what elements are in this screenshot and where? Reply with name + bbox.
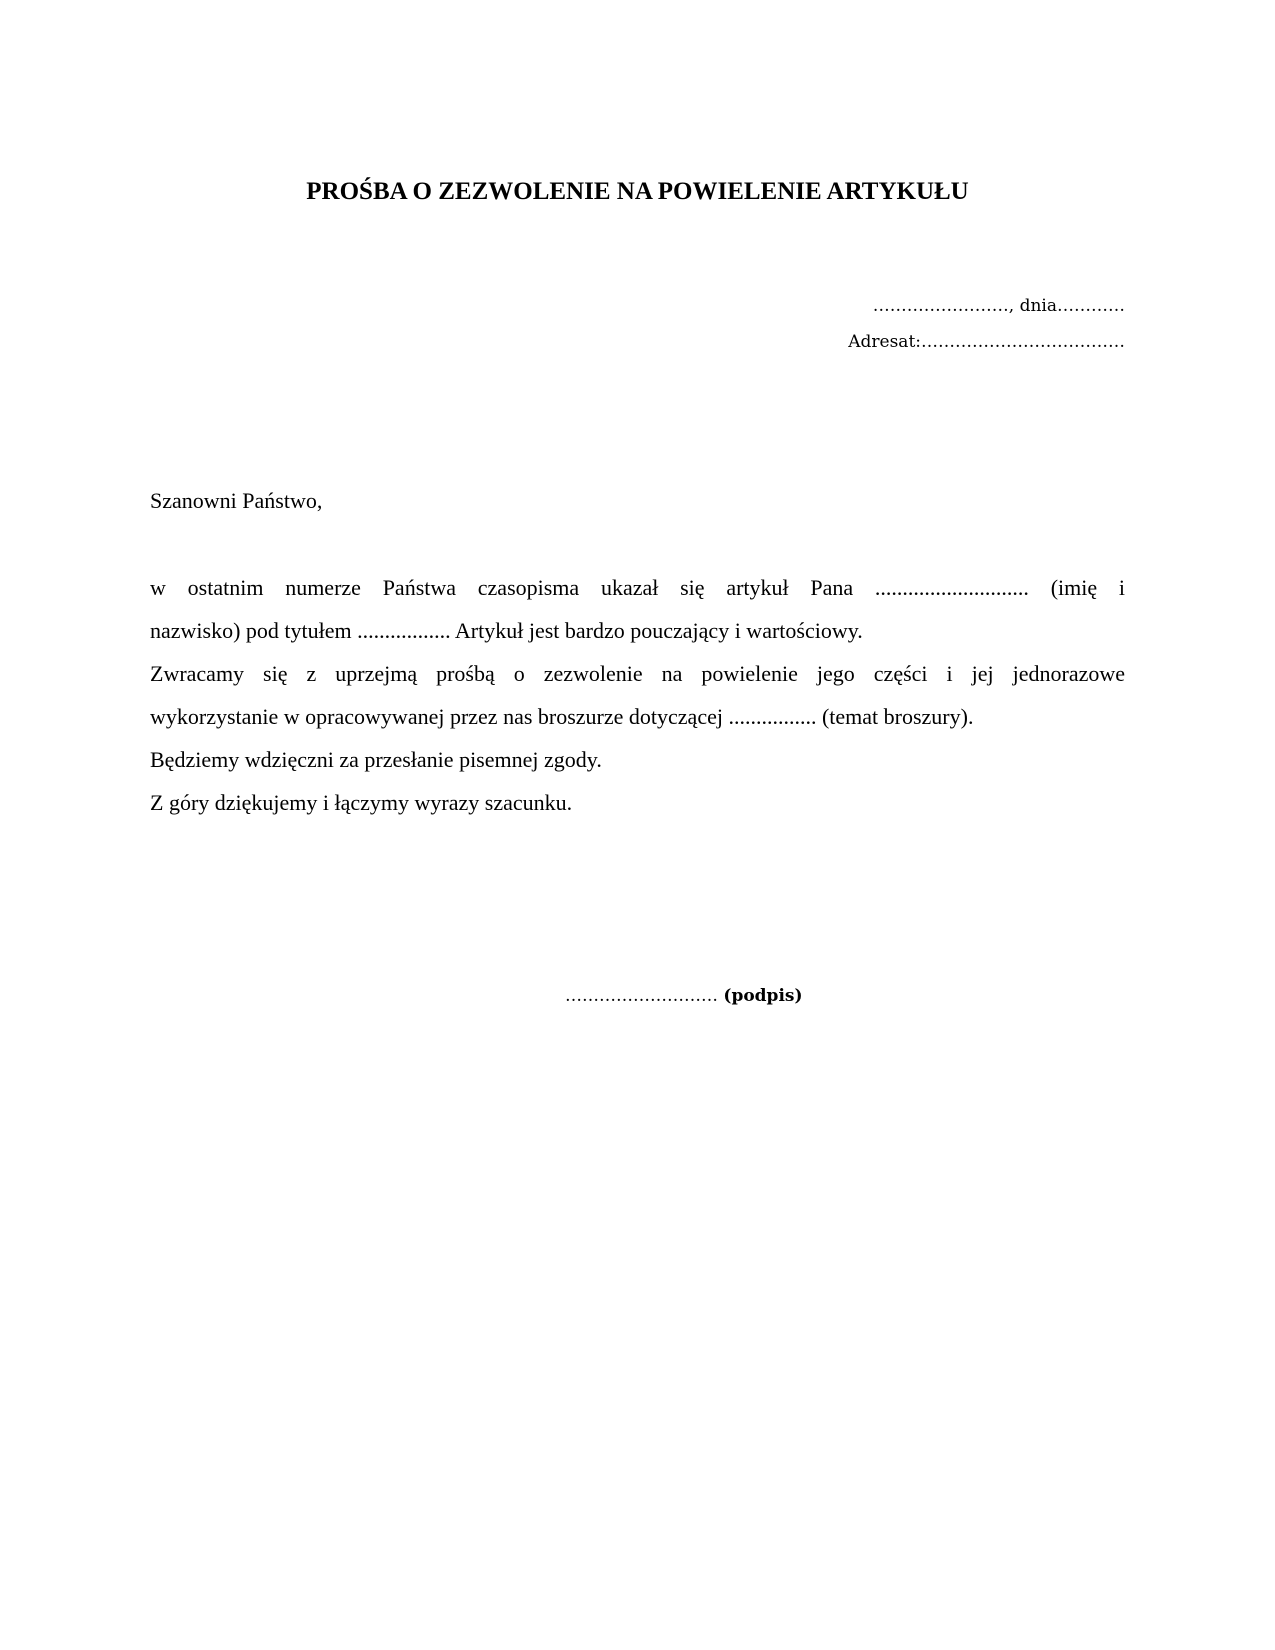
body-line: Zwracamy się z uprzejmą prośbą o zezwolenie na powielenie jego części i jej jednorazowe xyxy=(150,661,1125,686)
body-line: wykorzystanie w opracowywanej przez nas broszurze dotyczącej ................ (temat broszury). xyxy=(150,704,974,729)
signature-label: (podpis) xyxy=(723,986,803,1006)
body-line: Będziemy wdzięczni za przesłanie pisemnej zgody. xyxy=(150,747,602,772)
signature-dots: ……………………… xyxy=(565,986,724,1006)
body-line: Z góry dziękujemy i łączymy wyrazy szacunku. xyxy=(150,790,573,815)
document-title: PROŚBA O ZEZWOLENIE NA POWIELENIE ARTYKUŁU xyxy=(306,178,969,205)
body-line: nazwisko) pod tytułem ................. Artykuł jest bardzo pouczający i wartościowy. xyxy=(150,618,863,643)
greeting: Szanowni Państwo, xyxy=(150,488,323,513)
signature-line xyxy=(565,986,803,1006)
place-date-line: ……………………, dnia………… xyxy=(872,296,1125,316)
letter-body xyxy=(150,566,1125,824)
body-line: w ostatnim numerze Państwa czasopisma ukazał się artykuł Pana ............................ (imię i xyxy=(150,575,1125,600)
addressee-line: Adresat:……………………………… xyxy=(848,332,1125,352)
